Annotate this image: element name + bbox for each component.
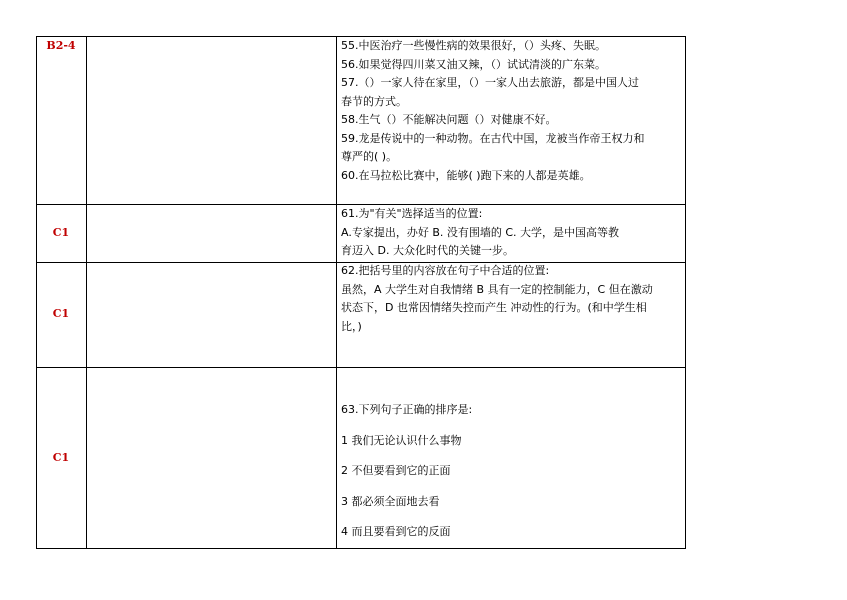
table-row bbox=[36, 204, 686, 262]
text-line: 63.下列句子正确的排序是: bbox=[341, 403, 473, 416]
question-table bbox=[36, 36, 686, 549]
question-text bbox=[341, 37, 681, 185]
table-row bbox=[36, 367, 686, 548]
text-line: 1 我们无论认识什么事物 bbox=[341, 433, 462, 447]
text-line: 55.中医治疗一些慢性病的效果很好，（）头疼、失眠。 bbox=[341, 39, 606, 52]
text-line: 虽然，A 大学生对自我情绪 B 具有一定的控制能力，C 但在激动 bbox=[341, 282, 653, 296]
question-text bbox=[341, 205, 681, 261]
text-line: 4 而且要看到它的反面 bbox=[341, 525, 451, 538]
question-text bbox=[341, 262, 681, 336]
text-line: 育迈入 D. 大众化时代的关键一步。 bbox=[341, 244, 514, 257]
text-line: 61.为"有关"选择适当的位置: bbox=[341, 207, 483, 220]
table-border-bottom bbox=[36, 548, 686, 549]
table-row bbox=[36, 262, 686, 367]
text-line: 57.（）一家人待在家里，（）一家人出去旅游，都是中国人过 bbox=[341, 76, 639, 89]
text-line: 62.把括号里的内容放在句子中合适的位置: bbox=[341, 264, 550, 277]
text-line: 2 不但要看到它的正面 bbox=[341, 464, 451, 477]
text-line: 状态下，D 也常因情绪失控而产生 冲动性的行为。(和中学生相 bbox=[341, 301, 647, 314]
level-label: C1 bbox=[52, 451, 70, 464]
level-label: C1 bbox=[52, 307, 70, 320]
text-line: 尊严的( )。 bbox=[341, 150, 398, 163]
text-line: 春节的方式。 bbox=[341, 94, 407, 108]
table-row bbox=[36, 36, 686, 204]
level-label: C1 bbox=[52, 226, 70, 239]
question-text bbox=[341, 395, 681, 548]
text-line: 3 都必须全面地去看 bbox=[341, 494, 440, 508]
text-line: 58.生气（）不能解决问题（）对健康不好。 bbox=[341, 113, 557, 126]
text-line: 56.如果觉得四川菜又油又辣，（）试试清淡的广东菜。 bbox=[341, 57, 606, 71]
text-line: A.专家提出，办好 B. 没有围墙的 C. 大学，是中国高等教 bbox=[341, 225, 620, 239]
text-line: 60.在马拉松比赛中，能够( )跑下来的人都是英雄。 bbox=[341, 168, 591, 182]
level-label: B2-4 bbox=[46, 39, 76, 52]
text-line: 比，) bbox=[341, 319, 362, 333]
text-line: 59.龙是传说中的一种动物。在古代中国，龙被当作帝王权力和 bbox=[341, 131, 645, 145]
